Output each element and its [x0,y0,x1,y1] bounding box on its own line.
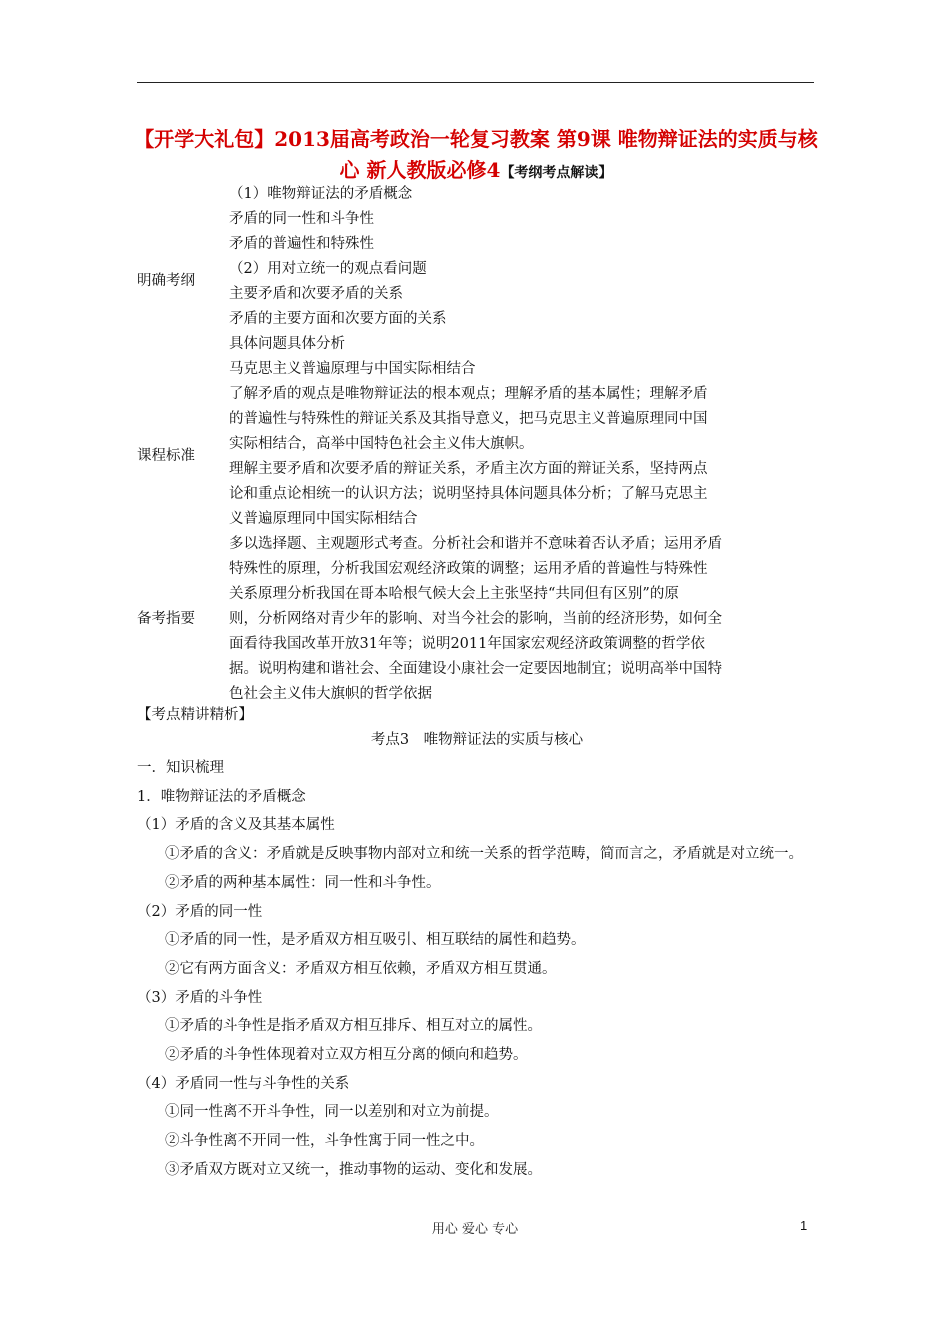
outline-line: 了解矛盾的观点是唯物辩证法的根本观点；理解矛盾的基本属性；理解矛盾 [229,386,708,402]
body-line: （2）矛盾的同一性 [137,903,263,920]
body-line: （4）矛盾同一性与斗争性的关系 [137,1075,350,1092]
outline-content [229,532,817,707]
body-line: ①矛盾的斗争性是指矛盾双方相互排斥、相互对立的属性。 [165,1018,542,1035]
outline-line: 理解主要矛盾和次要矛盾的辩证关系，矛盾主次方面的辩证关系，坚持两点 [229,461,708,477]
section-heading: 【考点精讲精析】 [137,707,253,723]
main-body [137,704,817,1185]
outline-line: 矛盾的普遍性和特殊性 [229,236,374,252]
outline-content [229,382,817,532]
outline-line: 实际相结合，高举中国特色社会主义伟大旗帜。 [229,436,534,452]
body-line: ②矛盾的两种基本属性：同一性和斗争性。 [165,874,441,891]
page-footer: 用心 爱心 专心 [431,1222,519,1237]
header-rule [137,82,814,83]
body-line: ①矛盾的同一性，是矛盾双方相互吸引、相互联结的属性和趋势。 [165,932,586,949]
outline-line: 矛盾的同一性和斗争性 [229,211,374,227]
outline-line: 特殊性的原理，分析我国宏观经济政策的调整；运用矛盾的普遍性与特殊性 [229,561,708,577]
outline-mingque [137,182,817,382]
outline-line: 据。说明构建和谐社会、全面建设小康社会一定要因地制宜；说明高举中国特 [229,661,722,677]
outline-label: 课程标准 [137,448,195,464]
outline-label: 明确考纲 [137,273,195,289]
outline-content [229,182,817,382]
outline-line: 多以选择题、主观题形式考查。分析社会和谐并不意味着否认矛盾；运用矛盾 [229,536,722,552]
body-line: ②它有两方面含义：矛盾双方相互依赖，矛盾双方相互贯通。 [165,960,557,977]
outline-beikao [137,532,817,707]
document-title [134,124,818,189]
body-line: ③矛盾双方既对立又统一，推动事物的运动、变化和发展。 [165,1161,542,1178]
title-suffix: 【考纲考点解读】 [500,165,613,181]
outline-line: （2）用对立统一的观点看问题 [229,261,427,277]
body-line: ①同一性离不开斗争性，同一以差别和对立为前提。 [165,1104,499,1121]
body-line: 一．知识梳理 [137,760,224,776]
outline-label: 备考指要 [137,611,195,627]
body-line: ②矛盾的斗争性体现着对立双方相互分离的倾向和趋势。 [165,1047,528,1064]
kaodian-heading: 考点3 唯物辩证法的实质与核心 [370,732,584,748]
body-line: （3）矛盾的斗争性 [137,989,263,1006]
outline-line: 论和重点论相统一的认识方法；说明坚持具体问题具体分析；了解马克思主 [229,486,708,502]
outline-line: 则，分析网络对青少年的影响、对当今社会的影响，当前的经济形势，如何全 [229,611,722,627]
outline-line: 面看待我国改革开放31年等；说明2011年国家宏观经济政策调整的哲学依 [229,636,705,652]
outline-line: 主要矛盾和次要矛盾的关系 [229,286,403,302]
outline-line: 的普遍性与特殊性的辩证关系及其指导意义，把马克思主义普遍原理同中国 [229,411,708,427]
outline-table [137,182,817,707]
outline-kecheng [137,382,817,532]
body-line: ①矛盾的含义：矛盾就是反映事物内部对立和统一关系的哲学范畴，简而言之，矛盾就是对立统一。 [165,846,803,863]
outline-line: （1）唯物辩证法的矛盾概念 [229,186,413,202]
page-number: 1 [800,1218,808,1233]
body-line: （1）矛盾的含义及其基本属性 [137,817,335,834]
outline-line: 马克思主义普遍原理与中国实际相结合 [229,361,476,377]
outline-line: 色社会主义伟大旗帜的哲学依据 [229,686,432,702]
outline-line: 矛盾的主要方面和次要方面的关系 [229,311,447,327]
body-line: 1．唯物辩证法的矛盾概念 [137,788,306,805]
outline-line: 义普遍原理同中国实际相结合 [229,511,418,527]
title-main: 【开学大礼包】2013届高考政治一轮复习教案 第9课 唯物辩证法的实质与核心 新人教版必修4 [134,127,818,182]
outline-line: 关系原理分析我国在哥本哈根气候大会上主张坚持“共同但有区别”的原 [229,586,679,602]
outline-line: 具体问题具体分析 [229,336,345,352]
body-line: ②斗争性离不开同一性，斗争性寓于同一性之中。 [165,1133,484,1150]
